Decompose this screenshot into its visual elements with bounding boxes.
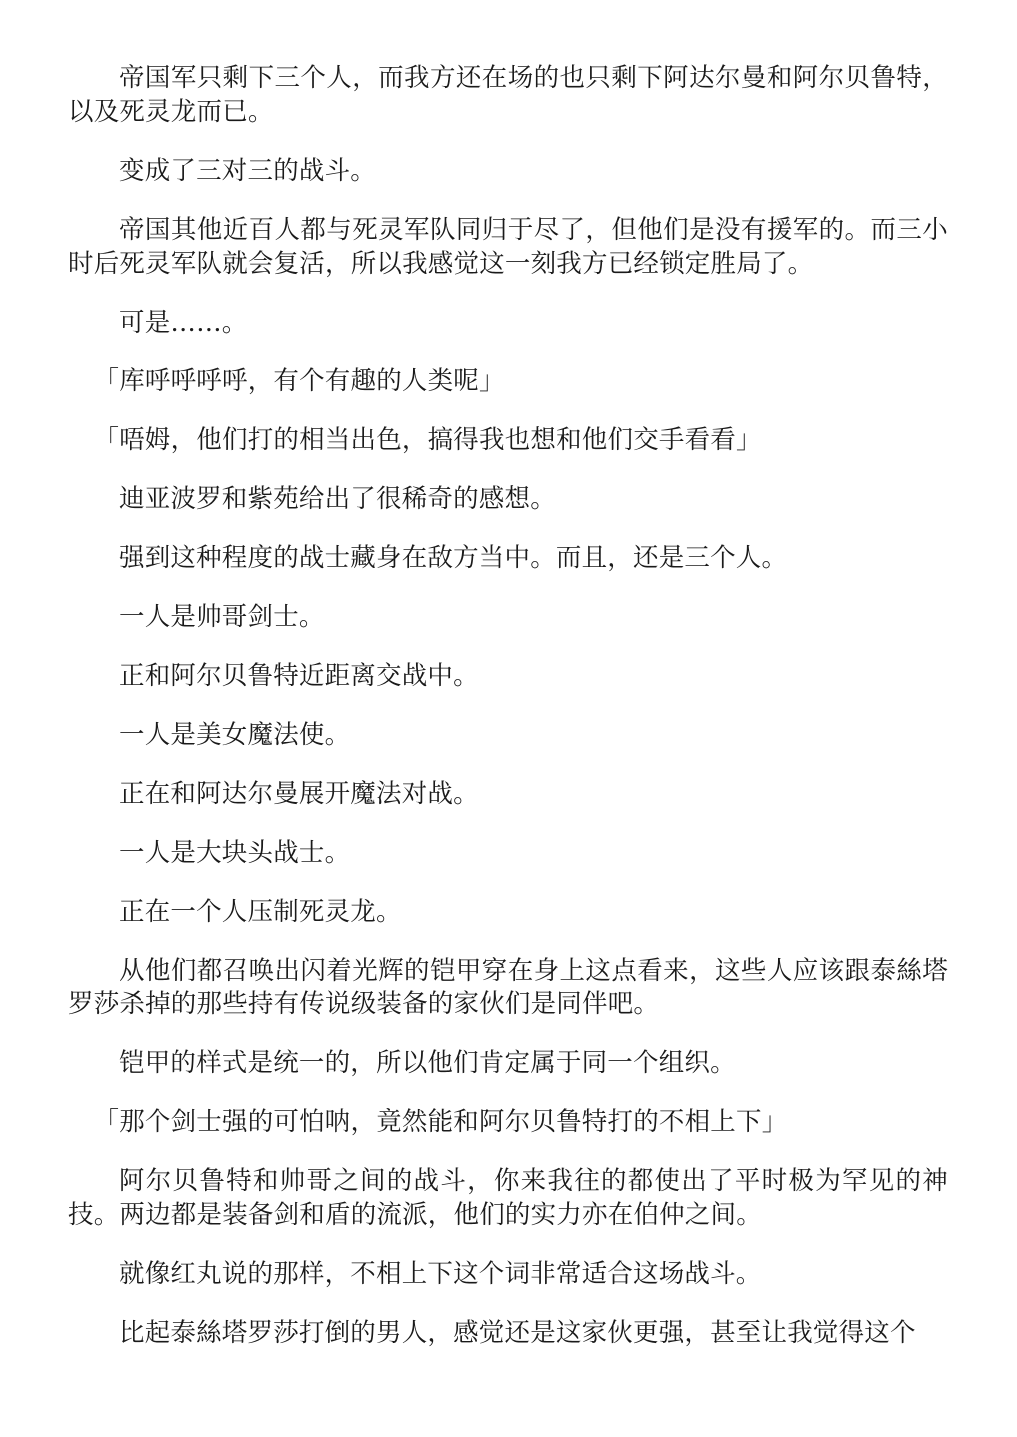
paragraph: 一人是大块头战士。 [119,837,351,868]
paragraph: 迪亚波罗和紫苑给出了很稀奇的感想。 [119,484,556,515]
paragraph: 可是……。 [119,307,248,338]
paragraph: 正在一个人压制死灵龙。 [119,896,402,927]
paragraph: 帝国军只剩下三个人，而我方还在场的也只剩下阿达尔曼和阿尔贝鲁特，以及死灵龙而已。 [68,63,948,127]
paragraph-quote: 「唔姆，他们打的相当出色，搞得我也想和他们交手看看」 [93,425,762,456]
document-body [68,62,948,1351]
paragraph: 从他们都召唤出闪着光辉的铠甲穿在身上这点看来，这些人应该跟泰絲塔罗莎杀掉的那些持有传说级装备的家伙们是同伴吧。 [68,955,948,1020]
paragraph-quote: 「库呼呼呼呼，有个有趣的人类呢」 [93,366,505,397]
paragraph: 阿尔贝鲁特和帅哥之间的战斗，你来我往的都使出了平时极为罕见的神技。两边都是装备剑和盾的流派，他们的实力亦在伯仲之间。 [68,1166,948,1231]
paragraph: 一人是帅哥剑士。 [119,602,325,633]
paragraph: 比起泰絲塔罗莎打倒的男人，感觉还是这家伙更强，甚至让我觉得这个 [119,1317,916,1348]
paragraph: 铠甲的样式是统一的，所以他们肯定属于同一个组织。 [119,1048,736,1079]
paragraph: 帝国其他近百人都与死灵军队同归于尽了，但他们是没有援军的。而三小时后死灵军队就会复活，所以我感觉这一刻我方已经锁定胜局了。 [68,214,948,279]
paragraph-quote: 「那个剑士强的可怕呐，竟然能和阿尔贝鲁特打的不相上下」 [93,1107,788,1138]
paragraph: 正和阿尔贝鲁特近距离交战中。 [119,660,479,691]
paragraph: 就像红丸说的那样，不相上下这个词非常适合这场战斗。 [119,1258,762,1289]
paragraph: 强到这种程度的战士藏身在敌方当中。而且，还是三个人。 [119,543,788,574]
paragraph: 一人是美女魔法使。 [119,719,351,750]
paragraph: 正在和阿达尔曼展开魔法对战。 [119,778,479,809]
paragraph: 变成了三对三的战斗。 [119,155,377,186]
